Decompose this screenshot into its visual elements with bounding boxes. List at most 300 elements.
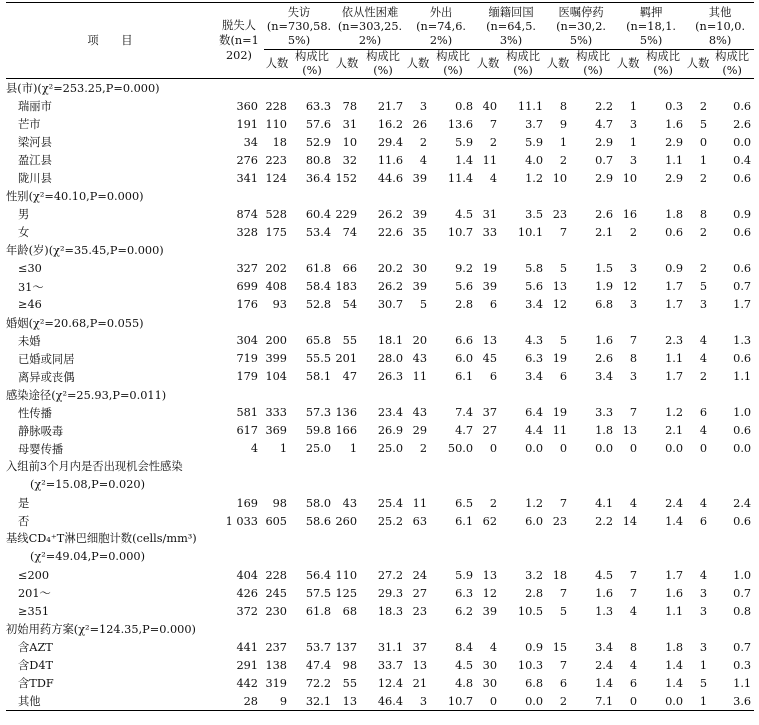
percent-cell: 4.4 <box>525 424 544 438</box>
sub-people: 人数 <box>264 50 290 79</box>
percent-cell: 26.2 <box>377 280 404 294</box>
percent-cell: 1.1 <box>733 676 752 690</box>
sub-ratio: 构成比(%) <box>500 50 546 79</box>
percent-cell: 1.3 <box>733 334 752 348</box>
count-cell: 39 <box>412 280 428 294</box>
lost-total-cell: 328 <box>236 225 258 239</box>
count-cell: 63 <box>412 514 428 528</box>
table-row <box>6 97 754 115</box>
percent-cell: 0.3 <box>665 99 684 113</box>
percent-cell: 2.9 <box>665 171 684 185</box>
percent-cell: 4.7 <box>595 117 614 131</box>
percent-cell: 1.7 <box>665 280 684 294</box>
percent-cell: 44.6 <box>377 171 404 185</box>
count-cell: 11 <box>412 496 428 510</box>
percent-cell: 0.8 <box>455 99 474 113</box>
percent-cell: 1.1 <box>665 153 684 167</box>
count-cell: 78 <box>342 99 358 113</box>
sub-ratio: 构成比(%) <box>710 50 754 79</box>
count-cell: 43 <box>412 406 428 420</box>
sub-ratio: 构成比(%) <box>640 50 686 79</box>
table-row <box>6 584 754 602</box>
section-label-line2: (χ²=49.04,P=0.000) <box>30 550 145 564</box>
count-cell: 43 <box>342 496 358 510</box>
percent-cell: 63.3 <box>305 99 332 113</box>
percent-cell: 10.5 <box>517 604 544 618</box>
percent-cell: 0.7 <box>733 280 752 294</box>
count-cell: 6 <box>629 676 638 690</box>
lost-total-cell: 442 <box>236 676 258 690</box>
percent-cell: 6.0 <box>525 514 544 528</box>
count-cell: 54 <box>342 298 358 312</box>
count-cell: 3 <box>629 298 638 312</box>
count-cell: 7 <box>629 334 638 348</box>
count-cell: 137 <box>335 640 358 654</box>
count-cell: 228 <box>265 99 287 113</box>
count-cell: 37 <box>412 640 428 654</box>
percent-cell: 4.5 <box>595 568 614 582</box>
percent-cell: 28.0 <box>377 352 404 366</box>
count-cell: 5 <box>699 117 708 131</box>
percent-cell: 25.0 <box>377 442 404 456</box>
row-label: 芒市 <box>18 118 41 132</box>
table-row <box>6 602 754 620</box>
count-cell: 2 <box>699 225 708 239</box>
percent-cell: 0.9 <box>665 261 684 275</box>
percent-cell: 0.0 <box>500 692 546 711</box>
count-cell: 15 <box>552 640 568 654</box>
percent-cell: 4.5 <box>455 658 474 672</box>
count-cell: 23 <box>552 514 568 528</box>
percent-cell: 32.1 <box>290 692 334 711</box>
percent-cell: 61.8 <box>305 261 332 275</box>
count-cell: 13 <box>622 424 638 438</box>
group-header-2: 外出 (n=74,6.2%) <box>406 3 476 50</box>
count-cell: 605 <box>265 514 287 528</box>
percent-cell: 0.4 <box>733 153 752 167</box>
section-label-line2: (χ²=15.08,P=0.020) <box>30 477 145 491</box>
count-cell: 27 <box>482 424 498 438</box>
percent-cell: 22.6 <box>377 225 404 239</box>
percent-cell: 57.6 <box>305 117 332 131</box>
percent-cell: 11.1 <box>517 99 544 113</box>
percent-cell: 1.4 <box>665 658 684 672</box>
percent-cell: 25.4 <box>377 496 404 510</box>
percent-cell: 36.4 <box>305 171 332 185</box>
percent-cell: 6.1 <box>455 514 474 528</box>
item-header: 项 目 <box>6 3 214 79</box>
percent-cell: 2.4 <box>733 496 752 510</box>
count-cell: 260 <box>335 514 358 528</box>
count-cell: 5 <box>699 280 708 294</box>
percent-cell: 6.4 <box>525 406 544 420</box>
lost-total-cell: 276 <box>236 153 258 167</box>
percent-cell: 1.7 <box>733 298 752 312</box>
count-cell: 8 <box>629 352 638 366</box>
count-cell: 229 <box>335 207 358 221</box>
count-cell: 6 <box>699 514 708 528</box>
lost-total-cell: 4 <box>250 442 258 456</box>
count-cell: 31 <box>342 117 358 131</box>
percent-cell: 0.3 <box>733 658 752 672</box>
percent-cell: 12.4 <box>377 676 404 690</box>
sub-people: 人数 <box>476 50 500 79</box>
percent-cell: 1.4 <box>665 514 684 528</box>
count-cell: 27 <box>412 586 428 600</box>
count-cell: 55 <box>342 676 358 690</box>
count-cell: 138 <box>265 658 287 672</box>
row-label: 男 <box>18 208 30 222</box>
percent-cell: 1.0 <box>733 406 752 420</box>
table-row <box>6 151 754 169</box>
table-row <box>6 115 754 133</box>
count-cell: 0 <box>629 442 638 456</box>
section-row <box>6 187 754 205</box>
count-cell: 12 <box>552 298 568 312</box>
count-cell: 30 <box>482 658 498 672</box>
sub-people: 人数 <box>406 50 430 79</box>
count-cell: 18 <box>272 135 287 149</box>
percent-cell: 52.8 <box>305 298 332 312</box>
table-row <box>6 440 754 458</box>
count-cell: 10 <box>342 135 358 149</box>
lost-total-cell: 176 <box>236 298 258 312</box>
percent-cell: 3.5 <box>525 207 544 221</box>
percent-cell: 0.6 <box>733 99 752 113</box>
count-cell: 23 <box>412 604 428 618</box>
percent-cell: 4.1 <box>595 496 614 510</box>
sub-people: 人数 <box>686 50 710 79</box>
count-cell: 1 <box>629 135 638 149</box>
count-cell: 9 <box>264 692 290 711</box>
percent-cell: 0.7 <box>595 153 614 167</box>
row-label: ≥46 <box>18 298 42 312</box>
percent-cell: 1.8 <box>665 207 684 221</box>
count-cell: 7 <box>559 586 568 600</box>
section-label: 县(市)(χ²=253.25,P=0.000) <box>6 82 160 96</box>
count-cell: 152 <box>335 171 358 185</box>
count-cell: 6 <box>559 370 568 384</box>
count-cell: 62 <box>482 514 498 528</box>
percent-cell: 1.6 <box>595 334 614 348</box>
table-row <box>6 350 754 368</box>
percent-cell: 4.3 <box>525 334 544 348</box>
count-cell: 2 <box>419 442 428 456</box>
count-cell: 4 <box>419 153 428 167</box>
percent-cell: 25.0 <box>305 442 332 456</box>
percent-cell: 57.5 <box>305 586 332 600</box>
percent-cell: 11.4 <box>447 171 474 185</box>
percent-cell: 1.8 <box>665 640 684 654</box>
count-cell: 201 <box>335 352 358 366</box>
row-label: 母婴传播 <box>18 442 64 456</box>
count-cell: 3 <box>699 604 708 618</box>
sub-ratio: 构成比(%) <box>430 50 476 79</box>
table-row <box>6 674 754 692</box>
percent-cell: 2.6 <box>595 352 614 366</box>
count-cell: 0 <box>699 135 708 149</box>
percent-cell: 1.2 <box>665 406 684 420</box>
count-cell: 13 <box>482 568 498 582</box>
count-cell: 125 <box>335 586 358 600</box>
percent-cell: 1.7 <box>665 370 684 384</box>
section-row <box>6 79 754 98</box>
count-cell: 68 <box>342 604 358 618</box>
row-label: 否 <box>18 515 30 529</box>
count-cell: 98 <box>272 496 287 510</box>
group-header-4: 医嘱停药 (n=30,2.5%) <box>546 3 616 50</box>
count-cell: 175 <box>265 225 287 239</box>
count-cell: 4 <box>699 568 708 582</box>
section-label: 感染途径(χ²=25.93,P=0.011) <box>6 388 167 402</box>
row-label: 瑞丽市 <box>18 100 52 114</box>
count-cell: 18 <box>552 568 568 582</box>
percent-cell: 30.7 <box>377 298 404 312</box>
percent-cell: 9.2 <box>455 261 474 275</box>
count-cell: 7 <box>559 225 568 239</box>
count-cell: 7 <box>559 658 568 672</box>
count-cell: 2 <box>489 135 498 149</box>
count-cell: 11 <box>552 424 568 438</box>
percent-cell: 16.2 <box>377 117 404 131</box>
row-label: ≤200 <box>18 568 50 582</box>
count-cell: 9 <box>559 117 568 131</box>
percent-cell: 1.7 <box>665 568 684 582</box>
count-cell: 37 <box>482 406 498 420</box>
row-label: 含D4T <box>18 659 54 673</box>
row-label: 含AZT <box>18 641 53 655</box>
count-cell: 230 <box>265 604 287 618</box>
row-label: 含TDF <box>18 677 54 691</box>
percent-cell: 0.0 <box>733 135 752 149</box>
percent-cell: 6.8 <box>595 298 614 312</box>
percent-cell: 25.2 <box>377 514 404 528</box>
count-cell: 98 <box>342 658 358 672</box>
count-cell: 2 <box>699 171 708 185</box>
section-label <box>6 458 754 494</box>
lost-total-cell: 327 <box>236 261 258 275</box>
percent-cell: 2.2 <box>595 99 614 113</box>
count-cell: 3 <box>699 640 708 654</box>
count-cell: 32 <box>342 153 358 167</box>
count-cell: 1 <box>699 658 708 672</box>
percent-cell: 2.8 <box>525 586 544 600</box>
percent-cell: 61.8 <box>305 604 332 618</box>
count-cell: 0 <box>616 692 640 711</box>
count-cell: 23 <box>552 207 568 221</box>
count-cell: 16 <box>622 207 638 221</box>
lost-total-cell: 304 <box>236 334 258 348</box>
percent-cell: 53.4 <box>305 225 332 239</box>
count-cell: 7 <box>559 496 568 510</box>
count-cell: 2 <box>699 261 708 275</box>
percent-cell: 57.3 <box>305 406 332 420</box>
percent-cell: 0.6 <box>733 171 752 185</box>
row-label: 陇川县 <box>18 172 52 186</box>
percent-cell: 1.0 <box>733 568 752 582</box>
count-cell: 11 <box>412 370 428 384</box>
lost-total-cell: 874 <box>236 207 258 221</box>
percent-cell: 56.4 <box>305 568 332 582</box>
percent-cell: 7.1 <box>570 692 616 711</box>
lost-total-cell: 360 <box>236 99 258 113</box>
percent-cell: 1.5 <box>595 261 614 275</box>
percent-cell: 0.6 <box>733 424 752 438</box>
section-row <box>6 530 754 566</box>
lost-total-cell: 441 <box>236 640 258 654</box>
count-cell: 200 <box>265 334 287 348</box>
lost-total-cell: 719 <box>236 352 258 366</box>
count-cell: 3 <box>629 153 638 167</box>
percent-cell: 6.6 <box>455 334 474 348</box>
section-row <box>6 241 754 259</box>
count-cell: 237 <box>265 640 287 654</box>
percent-cell: 0.0 <box>640 692 686 711</box>
count-cell: 2 <box>559 153 568 167</box>
count-cell: 1 <box>699 153 708 167</box>
row-label: 静脉吸毒 <box>18 424 64 438</box>
table-row <box>6 494 754 512</box>
row-label: 未婚 <box>18 334 41 348</box>
row-label: 201～ <box>18 587 51 601</box>
percent-cell: 2.8 <box>455 298 474 312</box>
count-cell: 1 <box>349 442 358 456</box>
count-cell: 4 <box>699 352 708 366</box>
count-cell: 5 <box>559 604 568 618</box>
lost-total-cell: 1 033 <box>225 514 258 528</box>
lost-total-cell: 34 <box>243 135 258 149</box>
percent-cell: 3.7 <box>525 117 544 131</box>
section-label: 婚姻(χ²=20.68,P=0.055) <box>6 316 144 330</box>
count-cell: 4 <box>699 334 708 348</box>
count-cell: 333 <box>265 406 287 420</box>
percent-cell: 1.6 <box>595 586 614 600</box>
percent-cell: 1.1 <box>665 604 684 618</box>
percent-cell: 31.1 <box>377 640 404 654</box>
group-header-3: 缅籍回国 (n=64,5.3%) <box>476 3 546 50</box>
percent-cell: 26.3 <box>377 370 404 384</box>
percent-cell: 2.6 <box>595 207 614 221</box>
count-cell: 74 <box>342 225 358 239</box>
percent-cell: 0.0 <box>525 442 544 456</box>
count-cell: 39 <box>412 171 428 185</box>
percent-cell: 72.2 <box>305 676 332 690</box>
count-cell: 4 <box>699 424 708 438</box>
count-cell: 2 <box>629 225 638 239</box>
group-header-0: 失访 (n=730,58.5%) <box>264 3 334 50</box>
count-cell: 13 <box>552 280 568 294</box>
count-cell: 183 <box>335 280 358 294</box>
count-cell: 43 <box>412 352 428 366</box>
count-cell: 4 <box>629 658 638 672</box>
count-cell: 33 <box>482 225 498 239</box>
percent-cell: 10.1 <box>517 225 544 239</box>
count-cell: 408 <box>265 280 287 294</box>
percent-cell: 18.1 <box>377 334 404 348</box>
row-label: ≥351 <box>18 604 50 618</box>
percent-cell: 21.7 <box>377 99 404 113</box>
percent-cell: 55.5 <box>305 352 332 366</box>
percent-cell: 26.2 <box>377 207 404 221</box>
section-label-line1: 入组前3个月内是否出现机会性感染 <box>6 459 183 473</box>
count-cell: 13 <box>334 692 360 711</box>
percent-cell: 27.2 <box>377 568 404 582</box>
count-cell: 3 <box>419 99 428 113</box>
percent-cell: 5.8 <box>525 261 544 275</box>
table-row <box>6 223 754 241</box>
count-cell: 2 <box>489 496 498 510</box>
percent-cell: 2.9 <box>595 135 614 149</box>
count-cell: 24 <box>412 568 428 582</box>
percent-cell: 4.0 <box>525 153 544 167</box>
count-cell: 55 <box>342 334 358 348</box>
percent-cell: 60.4 <box>305 207 332 221</box>
count-cell: 202 <box>265 261 287 275</box>
lost-total-cell: 191 <box>236 117 258 131</box>
percent-cell: 50.0 <box>447 442 474 456</box>
count-cell: 6 <box>699 406 708 420</box>
row-label: 梁河县 <box>18 136 52 150</box>
table-body <box>6 79 754 711</box>
count-cell: 19 <box>552 352 568 366</box>
count-cell: 21 <box>412 676 428 690</box>
percent-cell: 0.8 <box>733 604 752 618</box>
count-cell: 2 <box>699 370 708 384</box>
percent-cell: 3.6 <box>710 692 754 711</box>
count-cell: 4 <box>629 496 638 510</box>
percent-cell: 1.4 <box>455 153 474 167</box>
count-cell: 110 <box>265 117 287 131</box>
count-cell: 29 <box>412 424 428 438</box>
count-cell: 14 <box>622 514 638 528</box>
sub-ratio: 构成比(%) <box>570 50 616 79</box>
percent-cell: 26.9 <box>377 424 404 438</box>
row-label: 盈江县 <box>18 154 52 168</box>
row-label: 已婚或同居 <box>18 352 75 366</box>
table-row <box>6 169 754 187</box>
percent-cell: 3.4 <box>525 370 544 384</box>
count-cell: 245 <box>265 586 287 600</box>
percent-cell: 58.0 <box>305 496 332 510</box>
percent-cell: 2.1 <box>665 424 684 438</box>
count-cell: 223 <box>265 153 287 167</box>
lost-total-cell: 581 <box>236 406 258 420</box>
table-row <box>6 512 754 530</box>
section-row <box>6 458 754 494</box>
count-cell: 528 <box>265 207 287 221</box>
percent-cell: 2.9 <box>665 135 684 149</box>
section-label <box>6 530 754 566</box>
percent-cell: 6.8 <box>525 676 544 690</box>
percent-cell: 8.4 <box>455 640 474 654</box>
count-cell: 228 <box>265 568 287 582</box>
percent-cell: 6.2 <box>455 604 474 618</box>
sub-ratio: 构成比(%) <box>360 50 406 79</box>
count-cell: 40 <box>482 99 498 113</box>
count-cell: 6 <box>489 298 498 312</box>
count-cell: 66 <box>342 261 358 275</box>
table-row <box>6 205 754 223</box>
percent-cell: 4.7 <box>455 424 474 438</box>
row-label: 是 <box>18 497 30 510</box>
lost-total-header: 脱失人数(n=1 202) <box>214 3 264 79</box>
percent-cell: 2.2 <box>595 514 614 528</box>
row-label: 其他 <box>6 692 214 711</box>
percent-cell: 7.4 <box>455 406 474 420</box>
count-cell: 8 <box>559 99 568 113</box>
lost-total-cell: 341 <box>236 171 258 185</box>
percent-cell: 65.8 <box>305 334 332 348</box>
